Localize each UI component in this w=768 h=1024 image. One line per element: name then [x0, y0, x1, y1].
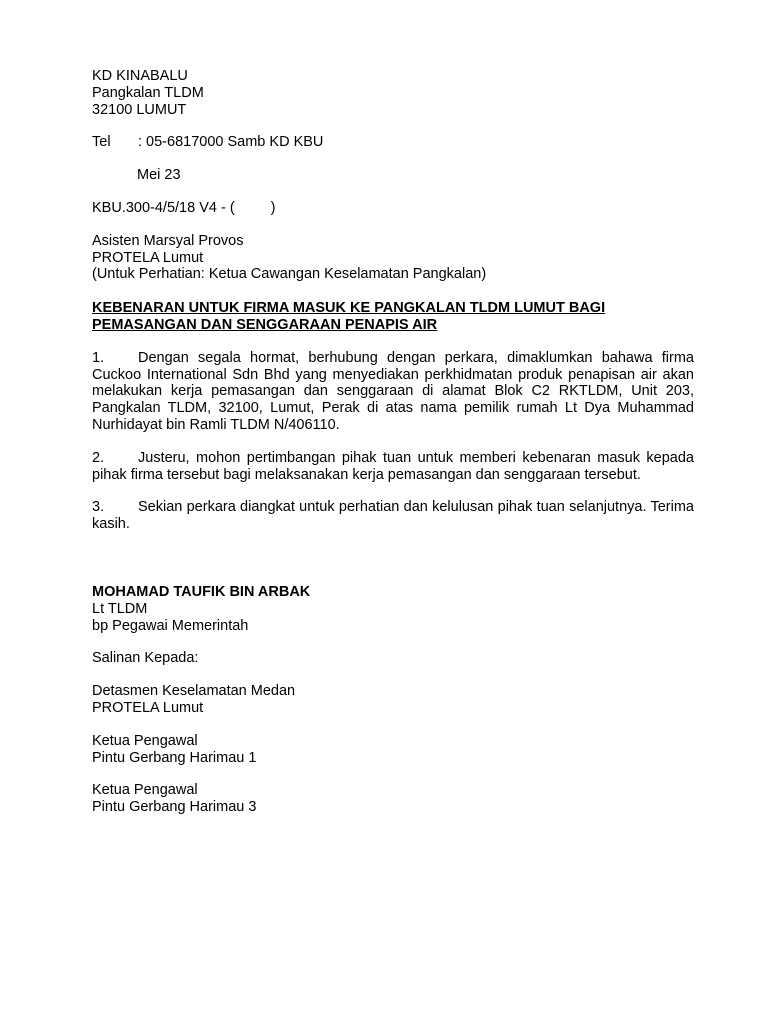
subject-heading	[92, 300, 694, 334]
copy-recipient-line-1: Detasmen Keselamatan Medan	[92, 683, 296, 700]
subject-line-2: PEMASANGAN DAN SENGGARAAN PENAPIS AIR	[92, 316, 438, 333]
sender-base: Pangkalan TLDM	[92, 84, 204, 101]
signatory-capacity: bp Pegawai Memerintah	[92, 617, 249, 634]
copy-recipient-line-2: Pintu Gerbang Harimau 3	[92, 799, 257, 816]
paragraph-text: Justeru, mohon pertimbangan pihak tuan untuk memberi kebenaran masuk kepada pihak firma tersebut bagi melaksanakan kerja pemasangan dan senggaraan tersebut.	[92, 449, 694, 483]
reference-number	[92, 200, 694, 217]
recipient-block	[92, 233, 694, 283]
reference-suffix: )	[270, 199, 276, 216]
copy-recipient-line-1: Ketua Pengawal	[92, 732, 198, 749]
copy-recipient-line-1: Ketua Pengawal	[92, 782, 198, 799]
telephone-line	[92, 134, 694, 151]
paragraph-text: Sekian perkara diangkat untuk perhatian dan kelulusan pihak tuan selanjutnya. Terima kasih.	[92, 499, 694, 533]
signatory-name: MOHAMAD TAUFIK BIN ARBAK	[92, 583, 311, 600]
signature-block	[92, 584, 694, 634]
reference-prefix: KBU.300-4/5/18 V4 - (	[92, 199, 235, 216]
paragraph-3	[92, 499, 694, 533]
paragraph-number: 2.	[92, 449, 105, 466]
copy-recipient	[92, 782, 694, 816]
copy-recipient	[92, 683, 694, 717]
letter-date: Mei 23	[137, 167, 181, 184]
paragraph-text: Dengan segala hormat, berhubung dengan perkara, dimaklumkan bahawa firma Cuckoo International Sdn Bhd yang menyediakan perkhidmatan produk penapisan air akan melakukan kerja pemasangan dan senggaraan di alamat Blok C2 RKTLDM, Unit 203, Pangkalan TLDM, 32100, Lumut, Perak di atas nama pemilik rumah Lt Dya Muhammad Nurhidayat bin Ramli TLDM N/406110.	[92, 349, 694, 433]
letter-page	[92, 68, 694, 816]
recipient-attention: (Untuk Perhatian: Ketua Cawangan Keselamatan Pangkalan)	[92, 266, 487, 283]
paragraph-number: 3.	[92, 499, 105, 516]
subject-line-1: KEBENARAN UNTUK FIRMA MASUK KE PANGKALAN TLDM LUMUT BAGI	[92, 300, 606, 317]
paragraph-1	[92, 350, 694, 434]
copy-recipient-line-2: PROTELA Lumut	[92, 699, 204, 716]
copy-recipient	[92, 733, 694, 767]
reference-blank	[235, 200, 271, 217]
tel-value: : 05-6817000 Samb KD KBU	[138, 134, 324, 151]
sender-address	[92, 68, 694, 118]
paragraph-2	[92, 450, 694, 484]
sender-postcode-town: 32100 LUMUT	[92, 101, 187, 118]
recipient-title: Asisten Marsyal Provos	[92, 232, 244, 249]
paragraph-number: 1.	[92, 349, 105, 366]
signatory-rank: Lt TLDM	[92, 600, 148, 617]
copies-heading: Salinan Kepada:	[92, 650, 199, 667]
recipient-unit: PROTELA Lumut	[92, 249, 204, 266]
tel-label: Tel	[92, 134, 111, 151]
sender-name: KD KINABALU	[92, 68, 188, 84]
copy-recipient-line-2: Pintu Gerbang Harimau 1	[92, 749, 257, 766]
